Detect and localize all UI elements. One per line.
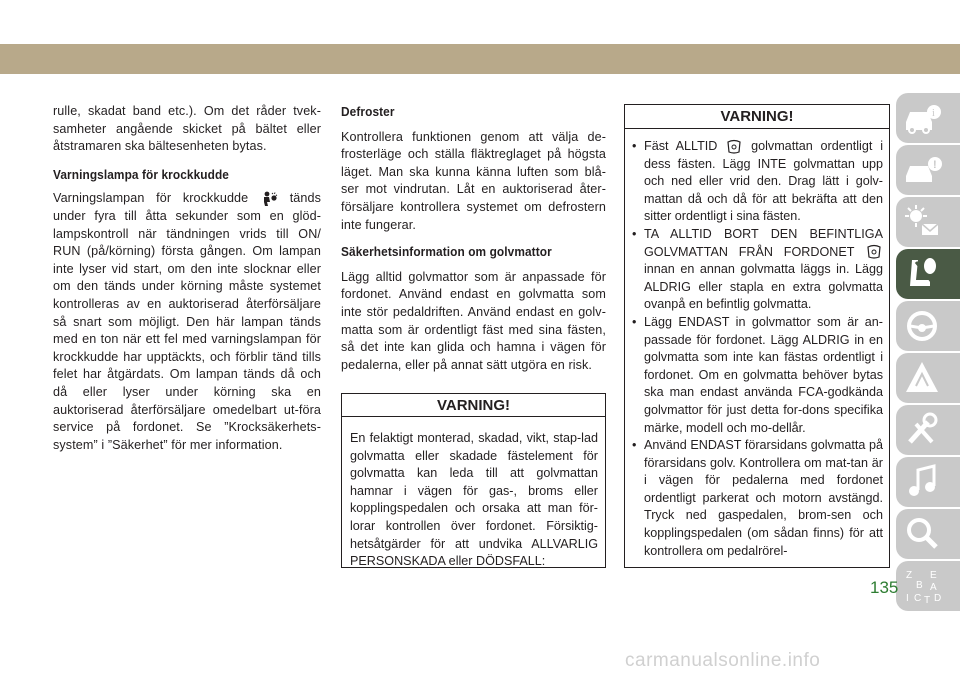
- warning-text: En felaktigt monterad, skadad, vikt, stap-lad golvmatta eller skadade fästelement för golvmatta kan leda till att golvmattan hamnar i vägen för gas-, broms eller kopplingspedalen och orsaka att man för-lorar kontrollen över fordonet. Försiktig-hetsåtgärder för att undvika ALLVARLIG PERSONSKADA eller DÖDSFALL:: [350, 431, 598, 569]
- index-letter: A: [930, 582, 937, 593]
- tools-icon: [902, 410, 944, 450]
- airbag-warning-icon: [260, 191, 278, 207]
- index-letter: I: [906, 593, 909, 604]
- top-color-band: [0, 44, 960, 74]
- heading-airbag-warning-lamp: Varningslampa för krockkudde: [53, 166, 229, 182]
- index-letter: Z: [906, 570, 913, 581]
- car-info-icon: [902, 98, 944, 138]
- warning-box-floor-mats: [341, 393, 606, 568]
- index-letter: C: [914, 593, 922, 604]
- svg-text:i: i: [932, 108, 935, 119]
- index-letter: T: [924, 595, 931, 606]
- defroster-paragraph: Kontrollera funktionen genom att välja de-frosterläge och ställa fläktreglaget på högsta läget. Man ska kunna känna luften som blå-ser mot vindrutan. Låt en auktoriserad åter-försäljare kontrollera systemet om defrostern inte fungerar.: [341, 129, 606, 232]
- index-letter: B: [916, 580, 923, 591]
- tab-car-warning[interactable]: [896, 145, 960, 195]
- tab-index[interactable]: [896, 561, 960, 611]
- tab-sun-mail[interactable]: [896, 197, 960, 247]
- bullet: •: [632, 438, 637, 453]
- road-warning-icon: [902, 358, 944, 398]
- tab-car-info[interactable]: [896, 93, 960, 143]
- heading-floor-mats: Säkerhetsinformation om golvmattor: [341, 244, 552, 260]
- tab-search[interactable]: [896, 509, 960, 559]
- floor-mat-icon: [865, 244, 883, 260]
- middle-column: [341, 103, 606, 374]
- car-warning-icon: [902, 150, 944, 190]
- steering-wheel-icon: [902, 306, 944, 346]
- index-letter: E: [930, 570, 937, 581]
- tab-tools[interactable]: [896, 405, 960, 455]
- svg-text:!: !: [933, 159, 937, 171]
- page-number: 135: [870, 578, 899, 597]
- intro-paragraph: rulle, skadat band etc.). Om det råder tvek-samheter angående skicket på bältet eller åtstramaren ska bältesenheten bytas.: [53, 104, 321, 154]
- floor-mat-icon: [725, 139, 743, 155]
- watermark: carmanualsonline.info: [625, 650, 821, 671]
- index-letters-icon: [902, 566, 944, 606]
- floor-mats-paragraph: Lägg alltid golvmattor som är anpassade för fordonet. Använd endast en golvmatta som inte stör pedaldriften. Använd endast en golv-matta som är ordentligt fäst med sina fästen, så det inte kan glida och hamna i vägen för pedalerna, eller på annat sätt utgöra en risk.: [341, 269, 606, 372]
- bullet: •: [632, 226, 637, 241]
- index-letter: D: [934, 593, 942, 604]
- tab-airbag-seat[interactable]: [896, 249, 960, 299]
- bullet: •: [632, 314, 637, 329]
- warning-box-floor-mats-list: [624, 104, 890, 568]
- warning-list-item: • Fäst ALLTID golvmattan ordentligt i dess fästen. Lägg INTE golvmattan upp och ned eller vrid den. Drag lätt i golv-mattan då och då för att bekräfta att den sitter ordentligt i sina fästen.: [632, 139, 883, 224]
- left-column: [53, 103, 321, 454]
- warning-title: VARNING!: [342, 394, 605, 417]
- tab-steering-wheel[interactable]: [896, 301, 960, 351]
- heading-defroster: Defroster: [341, 104, 395, 119]
- airbag-seat-icon: [902, 254, 944, 294]
- search-icon: [902, 514, 944, 554]
- tab-music-media[interactable]: [896, 457, 960, 507]
- warning-list: [625, 129, 889, 560]
- warning-list-item: • Använd ENDAST förarsidans golvmatta på förarsidans golv. Kontrollera om mat-tan är i vägen för pedalerna med fordonet ordentligt parkerat och motorn avstängd. Tryck ned gaspedalen, brom-sen och kopplingspedalen (om sådan finns) för att kontrollera om pedalrörel-: [632, 438, 883, 558]
- warning-list-item: • TA ALLTID BORT DEN BEFINTLIGA GOLVMATTAN FRÅN FORDONET innan en annan golvmatta läggs in. Lägg ALDRIG eller stapla en extra golvmatta ovanpå en befintlig golvmatta.: [632, 226, 883, 312]
- airbag-lamp-paragraph: Varningslampan för krockkudde tänds under fyra till åtta sekunder som en glöd-lampskontroll när tändningen vrids till ON/ RUN (på/körning) första gången. Om lampan inte lyser vid start, om den inte slocknar eller om den tänds under körning måste systemet kontrolleras av en auktoriserad återförsäljare så snart som möjligt. Den här lampan tänds med en ton när ett fel med varningslampan för krockkudde har upptäckts, och förblir tänd tills felet har åtgärdats. Om lampan tänds då och då eller lyser under körning ska en auktoriserad återförsäljare omedelbart ut-föra service på fordonet. Se ”Krocksäkerhets-system” i ”Säkerhet” för mer information.: [53, 191, 321, 452]
- warning-title: VARNING!: [625, 105, 889, 129]
- sun-mail-icon: [902, 202, 944, 242]
- music-media-icon: [902, 462, 944, 502]
- tab-road-warning[interactable]: [896, 353, 960, 403]
- chapter-tabs: [896, 93, 960, 613]
- warning-body: [342, 417, 605, 571]
- warning-list-item: • Lägg ENDAST in golvmattor som är an-passade för fordonet. Lägg ALDRIG in en golvmatta som inte kan fästas ordentligt i fordonet. Om en golvmatta behöver bytas ska man endast använda FCA-godkända golvmattor för just detta for-dons specifika märke, modell och mo-dellår.: [632, 314, 883, 435]
- bullet: •: [632, 139, 637, 153]
